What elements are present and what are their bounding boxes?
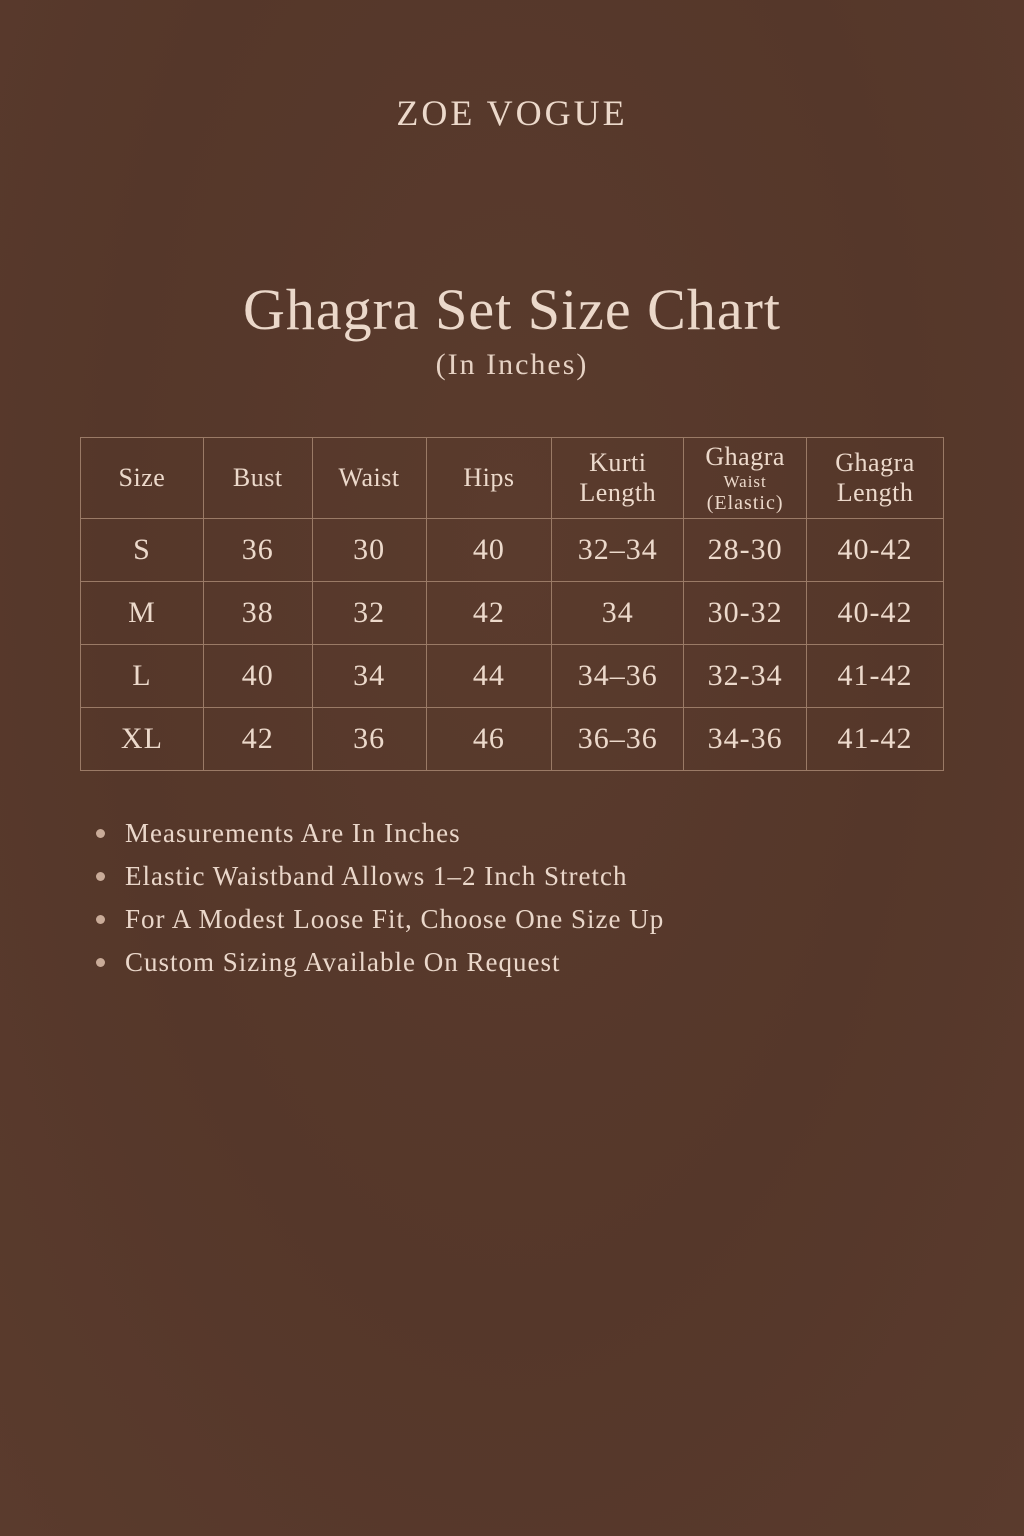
cell-ghagra-waist: 28-30	[684, 519, 807, 582]
cell-ghagra-length: 41-42	[807, 708, 944, 771]
size-notes-list	[94, 815, 664, 987]
header-bust: Bust	[203, 438, 312, 519]
cell-ghagra-waist: 30-32	[684, 582, 807, 645]
cell-kurti-length: 36–36	[552, 708, 684, 771]
list-item	[94, 901, 664, 944]
cell-waist: 36	[312, 708, 426, 771]
bullet-dot-icon	[96, 915, 105, 924]
cell-ghagra-length: 40-42	[807, 582, 944, 645]
header-ghagra-waist: Ghagra Waist (Elastic)	[684, 438, 807, 519]
cell-waist: 32	[312, 582, 426, 645]
header-hips: Hips	[426, 438, 552, 519]
cell-hips: 42	[426, 582, 552, 645]
cell-size: L	[81, 645, 204, 708]
header-ghagra-length: Ghagra Length	[807, 438, 944, 519]
table-row	[81, 645, 944, 708]
cell-ghagra-length: 40-42	[807, 519, 944, 582]
list-item	[94, 858, 664, 901]
cell-kurti-length: 34–36	[552, 645, 684, 708]
cell-bust: 36	[203, 519, 312, 582]
brand-name: ZOE VOGUE	[396, 93, 628, 133]
table-header-row	[81, 438, 944, 519]
cell-hips: 44	[426, 645, 552, 708]
table-row	[81, 582, 944, 645]
cell-size: S	[81, 519, 204, 582]
cell-bust: 42	[203, 708, 312, 771]
note-text: Elastic Waistband Allows 1–2 Inch Stretch	[125, 861, 628, 891]
cell-kurti-length: 32–34	[552, 519, 684, 582]
page-title: Ghagra Set Size Chart	[242, 277, 781, 342]
bullet-dot-icon	[96, 872, 105, 881]
header-size: Size	[81, 438, 204, 519]
note-text: Measurements Are In Inches	[125, 818, 461, 848]
list-item	[94, 815, 664, 858]
note-text: Custom Sizing Available On Request	[125, 947, 561, 977]
header-kurti-length: Kurti Length	[552, 438, 684, 519]
cell-bust: 38	[203, 582, 312, 645]
cell-kurti-length: 34	[552, 582, 684, 645]
cell-ghagra-length: 41-42	[807, 645, 944, 708]
header-waist: Waist	[312, 438, 426, 519]
cell-waist: 34	[312, 645, 426, 708]
size-table	[80, 437, 944, 771]
note-text: For A Modest Loose Fit, Choose One Size Up	[125, 904, 665, 934]
cell-hips: 40	[426, 519, 552, 582]
list-item	[94, 944, 664, 987]
bullet-dot-icon	[96, 829, 105, 838]
cell-ghagra-waist: 32-34	[684, 645, 807, 708]
cell-size: XL	[81, 708, 204, 771]
page-subtitle: (In Inches)	[435, 348, 589, 381]
cell-bust: 40	[203, 645, 312, 708]
bullet-dot-icon	[96, 958, 105, 967]
cell-waist: 30	[312, 519, 426, 582]
table-row	[81, 708, 944, 771]
cell-size: M	[81, 582, 204, 645]
cell-hips: 46	[426, 708, 552, 771]
cell-ghagra-waist: 34-36	[684, 708, 807, 771]
table-row	[81, 519, 944, 582]
